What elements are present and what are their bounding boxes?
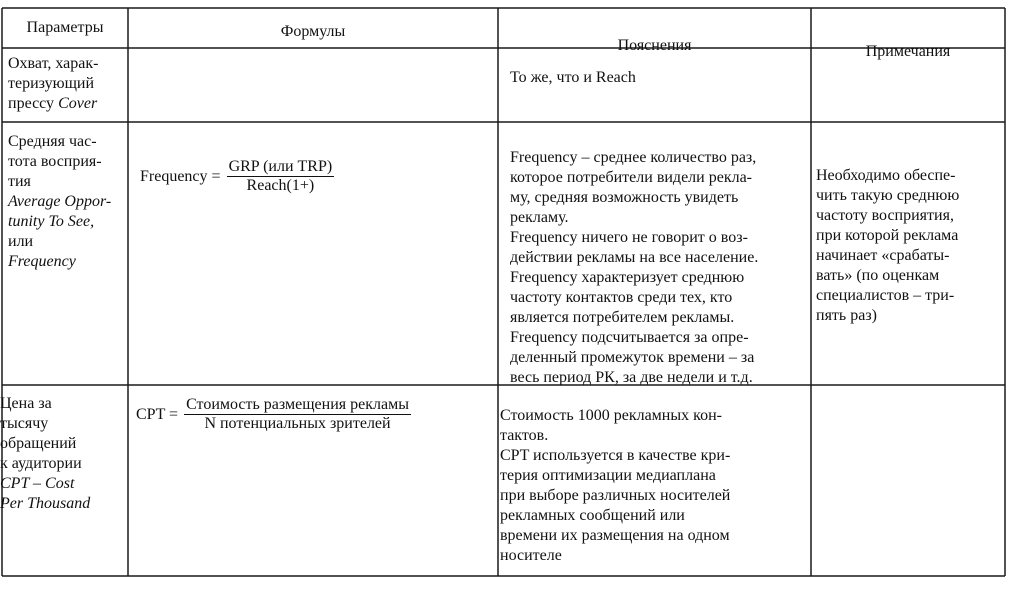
note-line: специалистов – три- (816, 287, 955, 304)
formula-fraction (184, 396, 411, 433)
note-line: чить такую среднюю (816, 187, 960, 204)
cpt-formula (136, 396, 411, 433)
formula-denominator: N потенциальных зрителей (204, 415, 391, 432)
explanation-line: является потребителем рекламы. (510, 309, 735, 326)
row-cover-parameter (8, 54, 124, 114)
formula-numerator: Стоимость размещения рекламы (186, 396, 409, 413)
param-line: теризующий (8, 75, 95, 92)
param-line: Средняя час- (8, 133, 97, 150)
row-cover-explanation (510, 68, 806, 88)
explanation-line: терия оптимизации медиаплана (500, 467, 716, 484)
param-line: или (8, 233, 34, 250)
note-line: пять раз) (816, 307, 877, 324)
explanation-line: действии рекламы на все население. (510, 249, 759, 266)
note-line: частоту восприятия, (816, 207, 954, 224)
explanation-line: деленный промежуток времени – за (510, 349, 755, 366)
explanation-line: которое потребители видели рекла- (510, 169, 753, 186)
explanation-line: Frequency характеризует среднюю (510, 269, 745, 286)
explanation-line: Стоимость 1000 рекламных кон- (500, 407, 722, 424)
param-term: tunity To See, (8, 213, 95, 230)
explanation-line: Frequency подсчитывается за опре- (510, 329, 749, 346)
param-term: Cover (58, 95, 98, 112)
param-line: Цена за (0, 395, 52, 412)
param-line: обращений (0, 435, 77, 452)
header-parameters: Параметры (26, 19, 104, 36)
formula-denominator: Reach(1+) (246, 177, 315, 194)
formula-fraction (227, 158, 335, 195)
param-line: тысячу (0, 415, 49, 432)
explanation-line: рекламных сообщений или (500, 507, 685, 524)
param-line: к аудитории (0, 455, 82, 472)
explanation-line: частоту контактов среди тех, кто (510, 289, 733, 306)
param-line: тота восприя- (8, 153, 102, 170)
param-term: Average Oppor- (8, 193, 112, 210)
explanation-line: CPT используется в качестве кри- (500, 447, 731, 464)
note-line: вать» (по оценкам (816, 267, 940, 284)
frequency-formula (140, 158, 334, 195)
param-term: CPT – Cost (0, 475, 75, 492)
param-text: прессу (8, 95, 55, 112)
explanation-line: времени их размещения на одном (500, 527, 730, 544)
explanation-line: рекламу. (510, 209, 569, 226)
param-term: Frequency (8, 253, 76, 270)
header-notes: Примечания (865, 43, 951, 60)
row-frequency-explanation (510, 148, 800, 388)
explanation-line: Frequency ничего не говорит о воз- (510, 229, 748, 246)
note-line: Необходимо обеспе- (816, 167, 956, 184)
row-cpt-explanation (500, 406, 800, 566)
explanation-line: Frequency – среднее количество раз, (510, 149, 757, 166)
formula-lhs: CPT = (136, 405, 179, 423)
explanation-line: весь период РК, за две недели и т.д. (510, 369, 753, 386)
header-formulas: Формулы (280, 23, 346, 40)
explanation-line: му, средняя возможность увидеть (510, 189, 739, 206)
explanation-line: То же, что и Reach (510, 69, 636, 86)
param-term: Per Thousand (0, 495, 91, 512)
explanation-line: тактов. (500, 427, 549, 444)
note-line: при которой реклама (816, 227, 959, 244)
formula-lhs: Frequency = (140, 167, 221, 185)
row-frequency-parameter (8, 132, 124, 272)
explanation-line: при выборе различных носителей (500, 487, 731, 504)
row-frequency-note (816, 166, 1002, 326)
header-explanations: Пояснения (617, 37, 692, 54)
formula-numerator: GRP (или TRP) (228, 158, 333, 175)
row-cpt-parameter (0, 394, 126, 514)
note-line: начинает «срабаты- (816, 247, 950, 264)
explanation-line: носителе (500, 547, 562, 564)
param-line: Охват, харак- (8, 55, 99, 72)
param-line: тия (8, 173, 31, 190)
param-line (8, 94, 124, 114)
